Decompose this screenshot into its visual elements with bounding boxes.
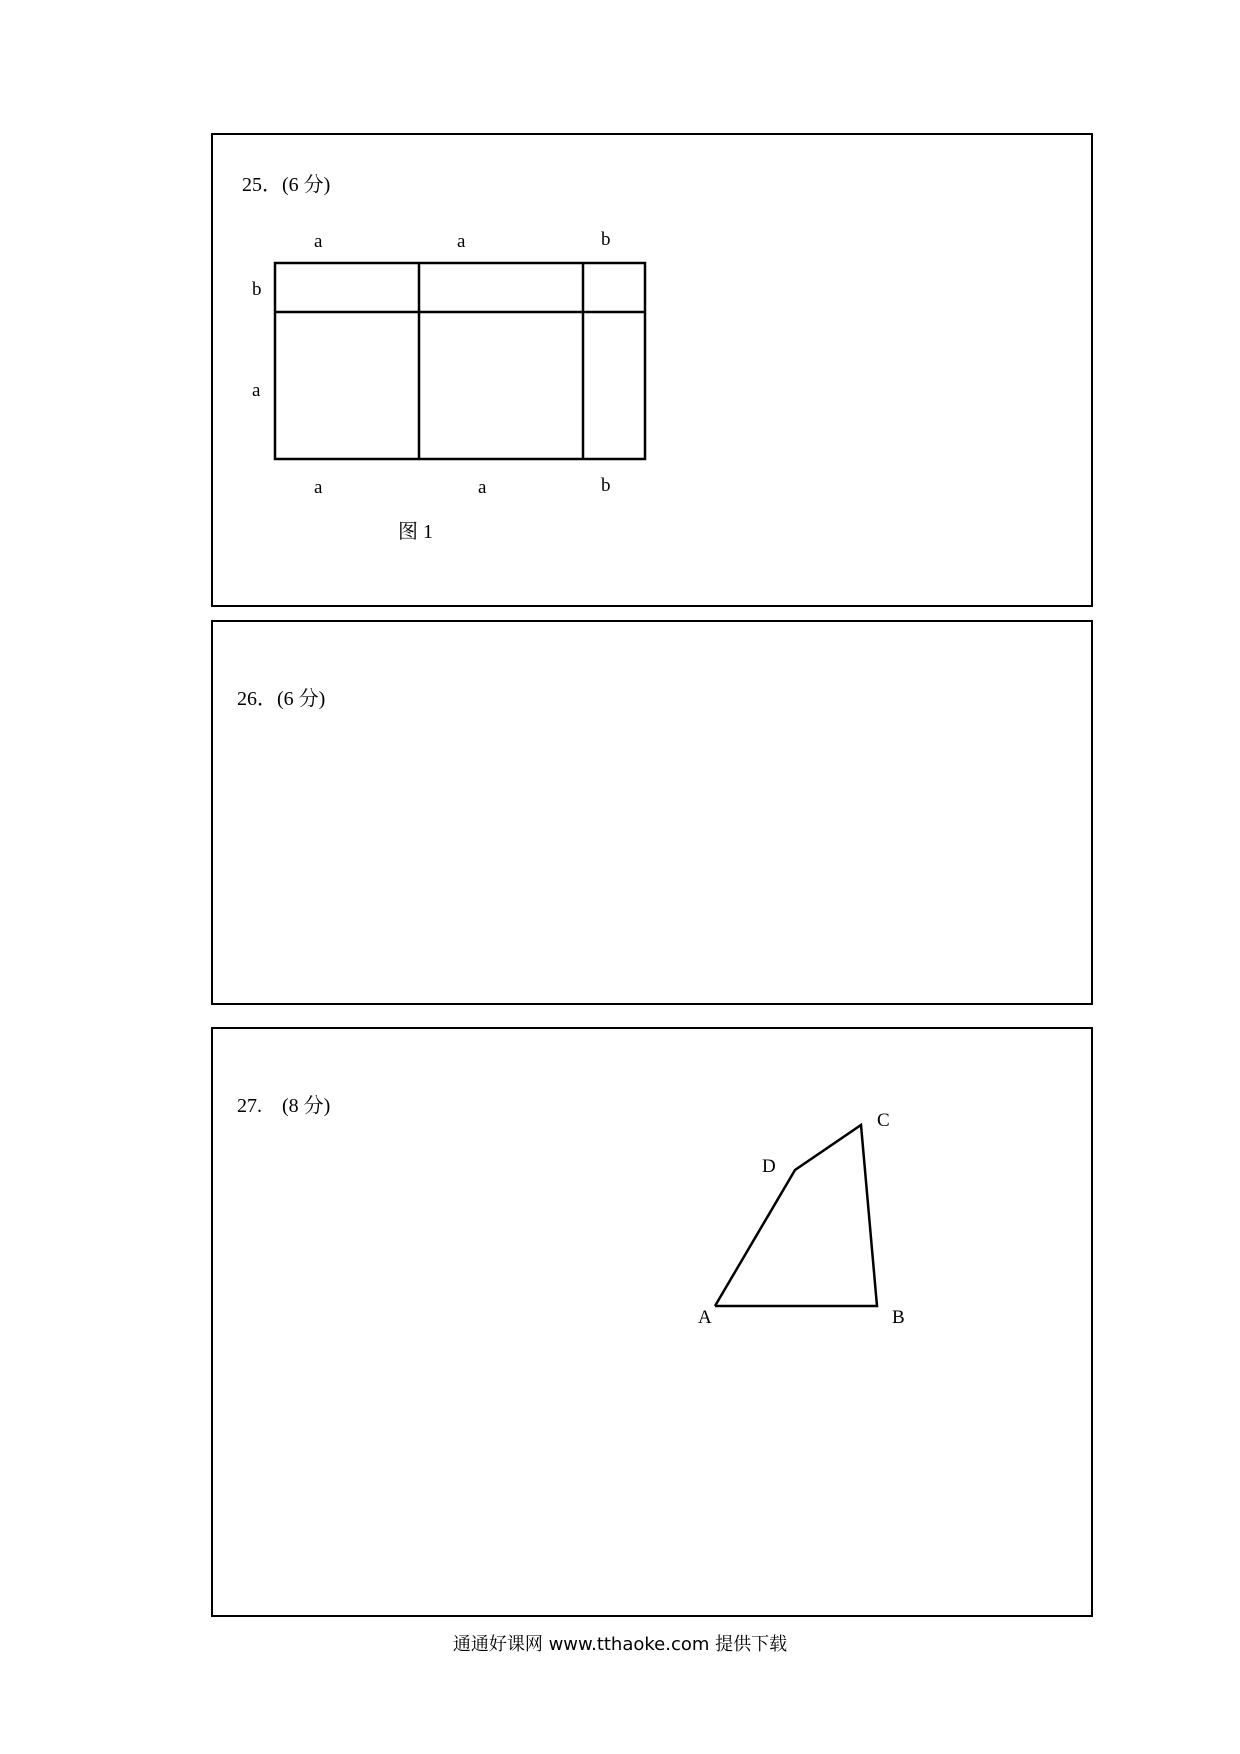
question-26-box — [211, 620, 1093, 1005]
question-26-title: 26．(6 分) — [237, 688, 326, 710]
question-25-title: 25．(6 分) — [242, 174, 331, 196]
vertex-label-c: C — [877, 1110, 890, 1131]
figure1-left-label-1: b — [252, 279, 262, 300]
question-27-title: 27. (8 分) — [237, 1095, 331, 1117]
figure1-caption: 图 1 — [398, 521, 433, 543]
vertex-label-b: B — [892, 1307, 905, 1328]
footer-source-text: 通通好课网 www.tthaoke.com 提供下载 — [452, 1634, 788, 1655]
figure1-bottom-label-1: a — [314, 477, 323, 498]
figure1-bottom-label-2: a — [478, 477, 487, 498]
figure1-bottom-label-3: b — [601, 475, 611, 496]
figure1-left-label-2: a — [252, 380, 261, 401]
figure1-top-label-3: b — [601, 229, 611, 250]
question-27-box — [211, 1027, 1093, 1617]
question-25-box — [211, 133, 1093, 607]
vertex-label-a: A — [698, 1307, 712, 1328]
vertex-label-d: D — [762, 1156, 776, 1177]
figure1-top-label-1: a — [314, 231, 323, 252]
figure1-top-label-2: a — [457, 231, 466, 252]
